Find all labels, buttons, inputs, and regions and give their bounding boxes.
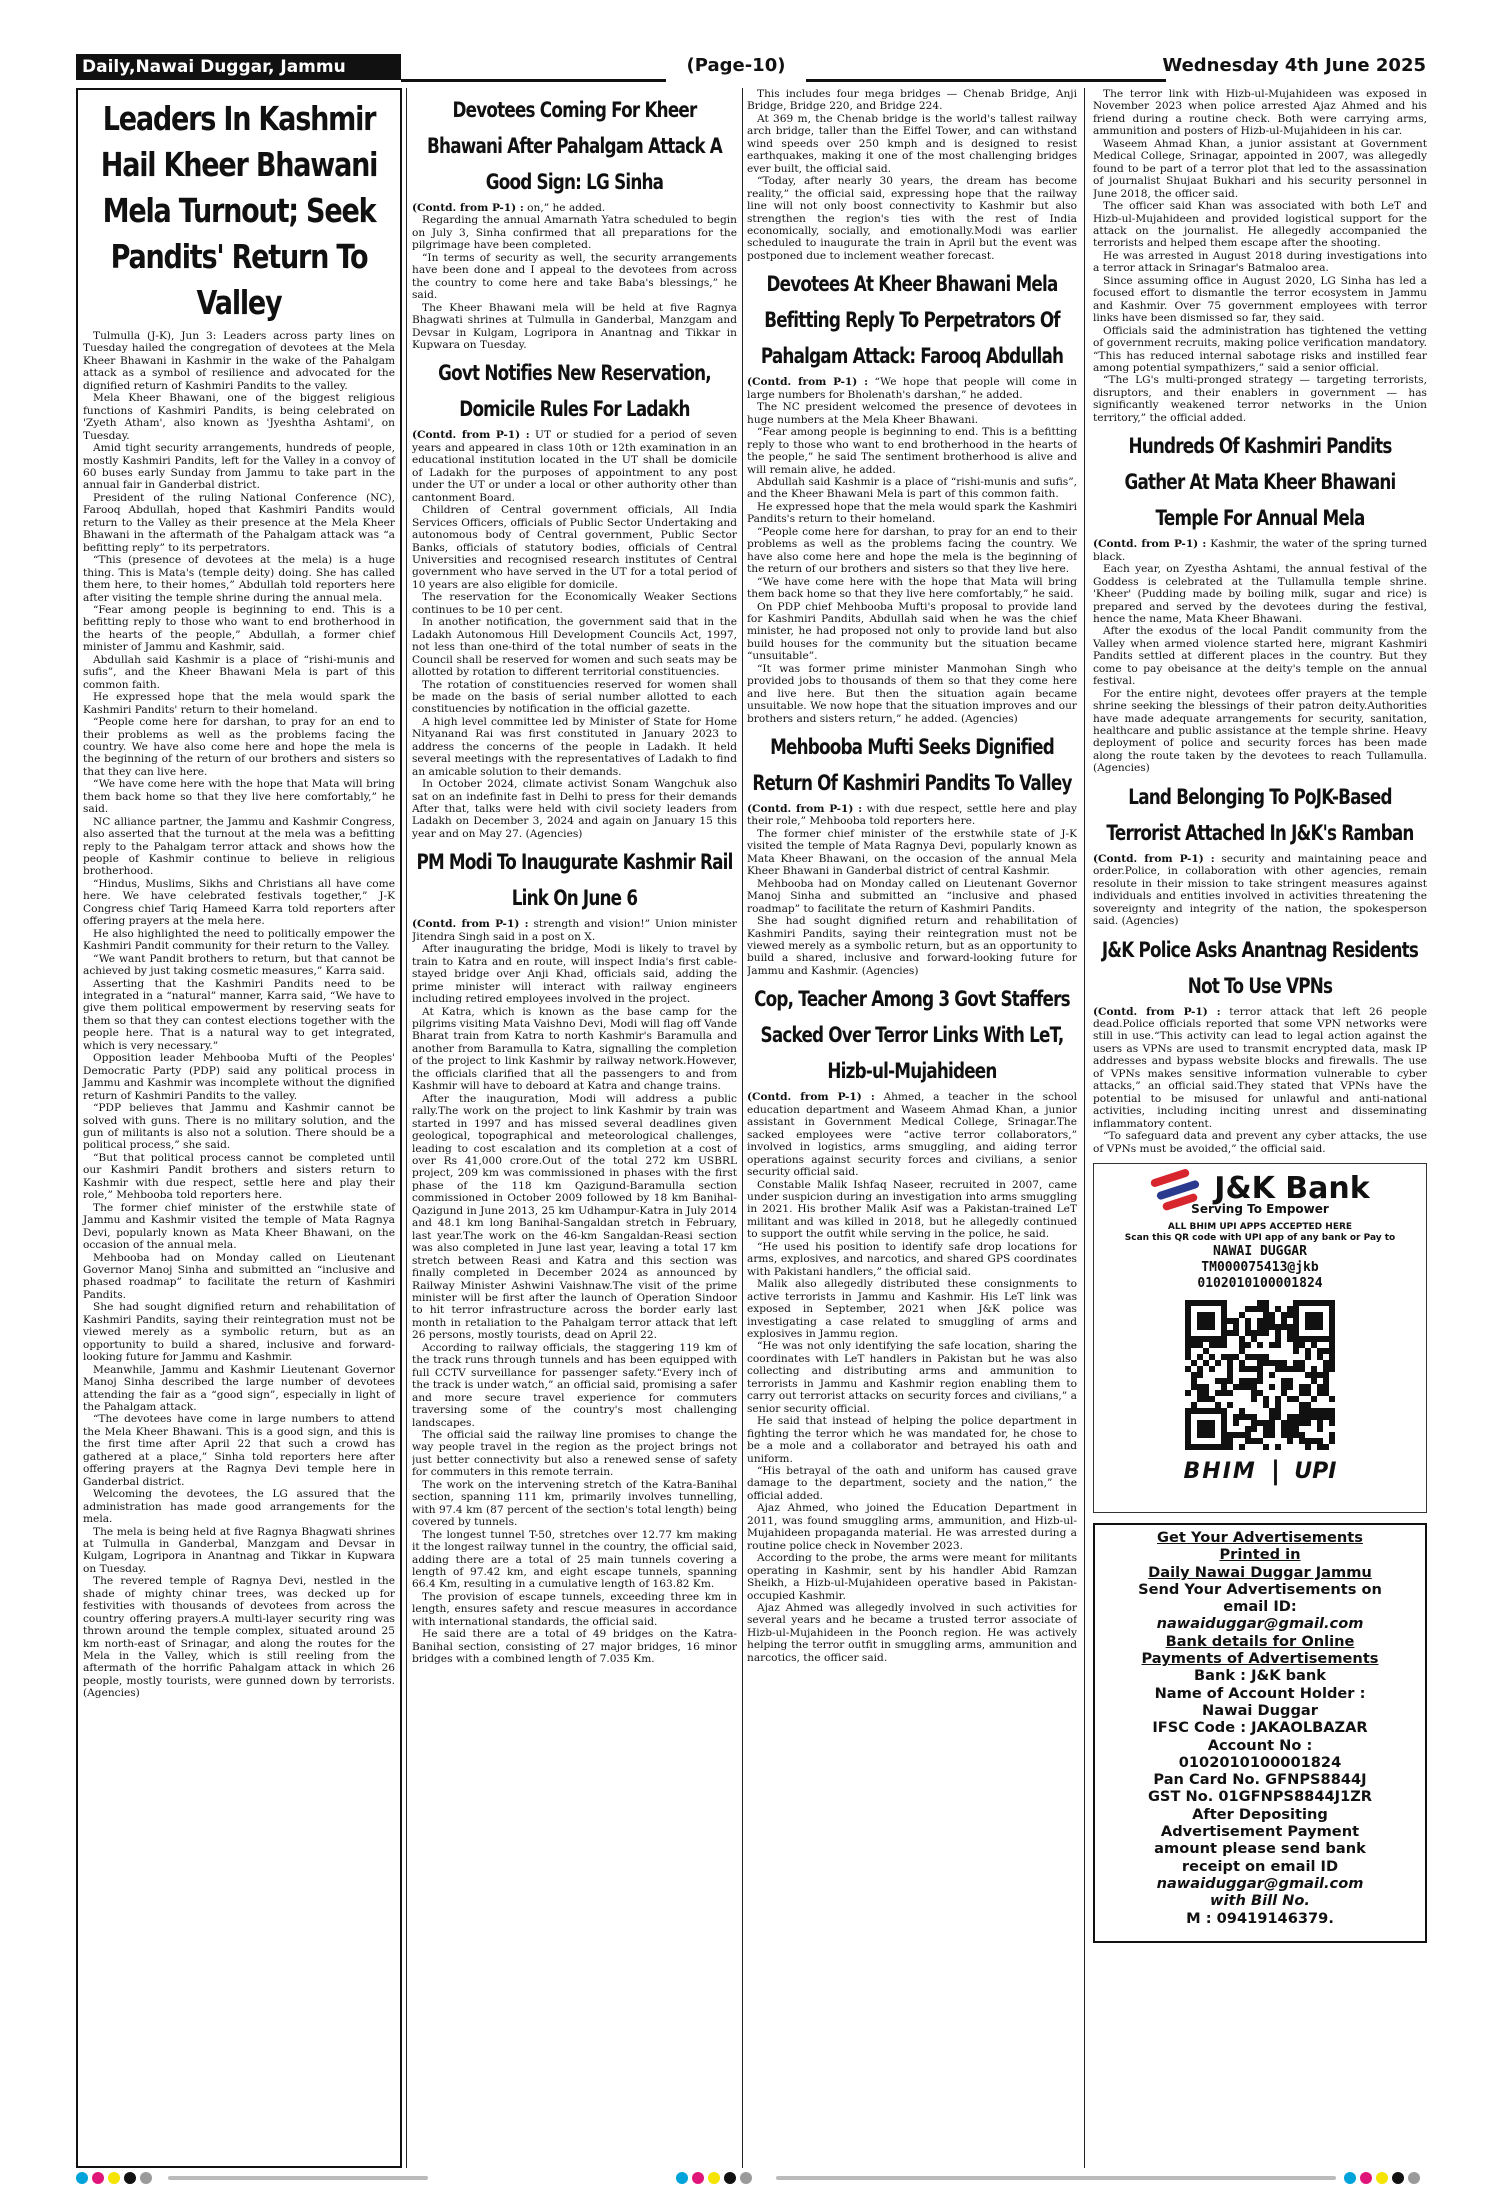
- paragraph: “But that political process cannot be completed until our Kashmiri Pandit brothers and sisters return to Kashmir with due respect, settle here and play their role,” Mehbooba told reporters here.: [83, 1151, 395, 1202]
- paragraph: Malik also allegedly distributed these consignments to active terrorists in Jammu and Kashmir. His LeT link was exposed in September, 2021 when J&K police was investigating a case related to smuggling of arms and explosives in Jammu region.: [747, 1278, 1077, 1340]
- registration-dot: [140, 2172, 152, 2184]
- registration-dot: [1360, 2172, 1372, 2184]
- story-body: [412, 202, 737, 351]
- paragraph: She had sought dignified return and rehabilitation of Kashmiri Pandits, saying their reintegration must not be viewed merely as a symbolic return, but as an opportunity to build a shared, inclusive and forward-looking future for Jammu and Kashmir.: [83, 1301, 395, 1364]
- paragraph-text: “We hope that people will come in large numbers for Bholenath's darshan,” he added.: [747, 376, 1077, 401]
- ad-line: GST No. 01GFNPS8844J1ZR: [1147, 1788, 1373, 1806]
- paragraph: The NC president welcomed the presence of devotees in huge numbers at the Mela Kheer Bhawani.: [747, 401, 1077, 426]
- payee-name: NAWAI DUGGAR: [1213, 1244, 1307, 1259]
- paragraph: [1093, 853, 1427, 928]
- bank-logo-icon: [1150, 1170, 1204, 1206]
- ad-line: with Bill No.: [1210, 1892, 1310, 1910]
- continued-from-label: (Contd. from P-1) :: [1093, 852, 1215, 865]
- headline-pandits-gather: Hundreds Of Kashmiri Pandits Gather At Mata Kheer Bhawani Temple For Annual Mela: [1124, 434, 1396, 531]
- paragraph: [412, 429, 737, 504]
- issue-date: Wednesday 4th June 2025: [1162, 55, 1426, 76]
- upi-scan-line: Scan this QR code with UPI app of any bank or Pay to: [1124, 1233, 1396, 1243]
- paragraph-text: security and maintaining peace and order.Police, in collaboration with other agencies, remain resolute in their mission to take stringent measures against individuals and entities involved in activities threatening the sovereignty and integrity of the nation, the spokesperson said. (Agencies): [1093, 852, 1427, 928]
- paragraph: “We have come here with the hope that Mata will bring them back home so that they live here comfortably,” he said.: [747, 575, 1077, 601]
- paragraph-text: strength and vision!” Union minister Jitendra Singh said in a post on X.: [412, 918, 737, 943]
- story-body: [747, 1091, 1077, 1664]
- paragraph: After the inauguration, Modi will address a public rally.The work on the project to link Kashmir by train was started in 1997 and has missed several deadlines given geological, topographical and meteorological challenges, leading to cost escalation and its completion at a cost of over Rs 41,000 crore.Out of the total 272 km USBRL project, 209 km was commissioned in phases with the first phase of the 118 km Qazigund-Baramulla section commissioned in October 2009 followed by 18 km Banihal-Qazigund in June 2013, 25 km Udhampur-Katra in July 2014 and 48.1 km long Banihal-Sangaldan stretch in February, last year.The work on the 46-km Sangaldan-Reasi section was also completed in June last year, leaving a total 17 km stretch between Reasi and Katra and this section was finally completed in December 2024 as announced by Railway Minister Ashwini Vaishnaw.The visit of the prime minister will be first after the launch of Operation Sindoor to hit terror infrastructure across the border early last month in retaliation to the Pahalgam terror attack that left 26 persons, mostly tourists, dead on April 22.: [412, 1092, 737, 1342]
- paragraph: “PDP believes that Jammu and Kashmir cannot be solved with guns. There is no military solution, and the gun of militants is also not a solution. There should be a political process,” she said.: [83, 1102, 395, 1152]
- paragraph: He expressed hope that the mela would spark the Kashmiri Pandits' return to their homeland.: [83, 691, 395, 716]
- paragraph: “He was not only identifying the safe location, sharing the coordinates with LeT handlers in Pakistan but he was also collecting and distributing arms and ammunition to terrorists in Jammu and Kashmir region enabling them to carry out terrorist attacks on security forces and civilians,” a senior security official.: [747, 1340, 1077, 1415]
- paragraph: The provision of escape tunnels, exceeding three km in length, ensures safety and rescue measures in accordance with international standards, the official said.: [412, 1590, 737, 1628]
- ad-email[interactable]: nawaiduggar@gmail.com: [1156, 1615, 1364, 1633]
- paragraph: NC alliance partner, the Jammu and Kashmir Congress, also asserted that the turnout at the mela was a befitting reply to the Pahalgam terror attack and shows how the people of Kashmir continue to believe in religious brotherhood.: [83, 815, 395, 878]
- paragraph: Mela Kheer Bhawani, one of the biggest religious functions of Kashmiri Pandits, is being celebrated on 'Zyeth Atham', also known as 'Jyeshtha Ashtami', on Tuesday.: [83, 392, 395, 442]
- paragraph: “It was former prime minister Manmohan Singh who provided jobs to thousands of them so that they come here and live here. But then the situation again became unsuitable. We now hope that the situation improves and our brothers and sisters return,” he added. (Agencies): [747, 662, 1077, 725]
- paragraph: [412, 202, 737, 214]
- bhim-upi-logos: BHIM | UPI: [1183, 1456, 1337, 1486]
- ad-line: Printed in: [1219, 1546, 1301, 1564]
- upi-logo: UPI: [1294, 1458, 1337, 1484]
- paragraph: The reservation for the Economically Weaker Sections continues to be 10 per cent.: [412, 591, 737, 616]
- paragraph: Mehbooba had on Monday called on Lieutenant Governor Manoj Sinha and submitted an “inclusive and phased roadmap” to facilitate the return of Kashmiri Pandits.: [747, 877, 1077, 915]
- paragraph: Waseem Ahmad Khan, a junior assistant at Government Medical College, Srinagar, appointed in 2007, was allegedly found to be part of a terror plot that led to the assassination of journalist Shujaat Bukhari and his security personnel in June 2018, the officer said.: [1093, 137, 1427, 200]
- headline-vpn-ban: J&K Police Asks Anantnag Residents Not To Use VPNs: [1101, 937, 1419, 998]
- paragraph: He expressed hope that the mela would spark the Kashmiri Pandits's return to their homeland.: [747, 500, 1077, 526]
- ad-line: 0102010100001824: [1178, 1753, 1342, 1771]
- story-body: [1093, 853, 1427, 928]
- paragraph: “He used his position to identify safe drop locations for arms, explosives, and narcotics, and shared GPS coordinates with Pakistani handlers,” the official said.: [747, 1240, 1077, 1278]
- paragraph: Asserting that the Kashmiri Pandits need to be integrated in a “natural” manner, Karra said, “We have to give them political empowerment by reserving seats for them so that they can contest elections together with the people here. That is a natural way to get integrated, which is very necessary.”: [83, 977, 395, 1052]
- paragraph: “This (presence of devotees at the mela) is a huge thing. This is Mata's (temple deity) doing. She has called them here, to their homes,” Abdullah told reporters here after visiting the temple shrine during the annual mela.: [83, 554, 395, 604]
- paragraph: In another notification, the government said that in the Ladakh Autonomous Hill Development Councils Act, 1997, not less than one-third of the total number of seats in the Council shall be reserved for women and such seats may be allotted by rotation to different territorial constituencies.: [412, 616, 737, 679]
- registration-dot: [724, 2172, 736, 2184]
- registration-dot: [740, 2172, 752, 2184]
- paragraph: “His betrayal of the oath and uniform has caused grave damage to the department, society and the nation,” the official added.: [747, 1464, 1077, 1502]
- continued-from-label: (Contd. from P-1) :: [747, 803, 863, 816]
- column-divider: [1084, 88, 1085, 2168]
- paragraph: Ajaz Ahmed was allegedly involved in such activities for several years and he became a trusted terror associate of Hizb-ul-Mujahideen in the Poonch region. He was actively helping the terror outfit in smuggling arms, ammunition and narcotics, the officer said.: [747, 1601, 1077, 1664]
- ad-line: After Depositing: [1192, 1805, 1328, 1823]
- ad-line: Bank : J&K bank: [1194, 1667, 1326, 1685]
- ad-line: receipt on email ID: [1181, 1857, 1339, 1875]
- page-number: (Page-10): [686, 55, 786, 76]
- paragraph: Constable Malik Ishfaq Naseer, recruited in 2007, came under suspicion during an investigation into arms smuggling in 2021. His brother Malik Asif was a Pakistan-trained LeT militant and was killed in 2018, but he allegedly continued to support the outfit while serving in the police, he said.: [747, 1178, 1077, 1241]
- bank-name: J&K Bank: [1214, 1170, 1370, 1206]
- paragraph: “The devotees have come in large numbers to attend the Mela Kheer Bhawani. This is a good sign, and this is the first time after April 22 that such a crowd has gathered at a place,” Sinha told reporters here after offering prayers at the Ragnya Devi temple here in Ganderbal district.: [83, 1413, 395, 1488]
- ad-line: Nawai Duggar: [1202, 1701, 1318, 1719]
- paragraph: “To safeguard data and prevent any cyber attacks, the use of VPNs must be avoided,” the official said.: [1093, 1130, 1427, 1155]
- paragraph-text: terror attack that left 26 people dead.Police officials reported that some VPN networks were still in use.“This activity can lead to legal action against the users as VPNs are used to transmit encrypted data, mask IP addresses and bypass website blocks and firewalls. The use of VPNs makes sensitive information vulnerable to cyber attacks,” an official said.They stated that VPNs have the potential to be misused for unlawful and anti-national activities, including inciting unrest and disseminating inflammatory content.: [1093, 1005, 1427, 1130]
- bhim-logo: BHIM: [1183, 1458, 1257, 1484]
- paragraph: Regarding the annual Amarnath Yatra scheduled to begin on July 3, Sinha confirmed that all preparations for the pilgrimage have been completed.: [412, 214, 737, 252]
- paragraph: In October 2024, climate activist Sonam Wangchuk also sat on an indefinite fast in Delhi to press for their demands After that, talks were held with civil society leaders from Ladakh on December 3, 2024 and again on January 15 this year and on May 27. (Agencies): [412, 778, 737, 840]
- registration-dots: [676, 2172, 752, 2184]
- grey-rule: [776, 2176, 1336, 2180]
- story-body: [1093, 538, 1427, 775]
- paragraph: “Fear among people is beginning to end. This is a befitting reply to those who want to end brotherhood in the hearts of the people,” he said The sentiment brotherhood is alive and will remain alive, he added.: [747, 426, 1077, 476]
- ad-line: Pan Card No. GFNPS8844J: [1153, 1771, 1367, 1789]
- paragraph: Abdullah said Kashmir is a place of “rishi-munis and sufis”, and the Kheer Bhawani Mela is part of this common faith.: [747, 475, 1077, 501]
- masthead: [76, 54, 1426, 82]
- paragraph: According to railway officials, the staggering 119 km of the track runs through tunnels and has been equipped with full CCTV surveillance for passenger safety.“Every inch of the track is under watch,” an official said, promising a safer and more secure travel experience for commuters traversing some of the country's most challenging landscapes.: [412, 1341, 737, 1429]
- paragraph: The work on the intervening stretch of the Katra-Banihal section, spanning 111 km, primarily involves tunnelling, with 97.4 km (87 percent of the section's total length) being covered by tunnels.: [412, 1478, 737, 1529]
- paragraph: “We want Pandit brothers to return, but that cannot be achieved by just taking cosmetic measures,” Karra said.: [83, 952, 395, 978]
- ad-line: Get Your Advertisements: [1157, 1529, 1363, 1546]
- continued-from-label: (Contd. from P-1) :: [412, 918, 529, 931]
- registration-dots: [76, 2172, 152, 2184]
- paragraph: The terror link with Hizb-ul-Mujahideen was exposed in November 2023 when police arrested Ajaz Ahmed and his friend during a routine check. Both were carrying arms, ammunition and posters of Hizb-ul-Mujahideen in his car.: [1093, 88, 1427, 138]
- paragraph: [1093, 538, 1427, 563]
- paragraph: Children of Central government officials, All India Services Officers, officials of Public Sector Undertaking and autonomous body of Central government, Public Sector Banks, officials of statutory bodies, officials of Central Universities and recognised research institutes of Central government who have served in the UT for a total period of 10 years are also eligible for domicile.: [412, 504, 737, 591]
- paragraph: On PDP chief Mehbooba Mufti's proposal to provide land for Kashmiri Pandits, Abdullah said when he was the chief minister, he had proposed not only to provide land but also build houses for the community but the situation became “unsuitable”.: [747, 600, 1077, 663]
- column-3: [747, 88, 1077, 2168]
- masthead-rule: [806, 79, 1166, 82]
- bank-tagline: Serving To Empower: [1191, 1202, 1329, 1216]
- paragraph: “Hindus, Muslims, Sikhs and Christians all have come here. We have celebrated festivals together,” J-K Congress chief Tariq Hameed Karra told reporters after offering prayers at the mela here.: [83, 877, 395, 928]
- continued-from-label: (Contd. from P-1) :: [412, 202, 524, 214]
- continued-from-label: (Contd. from P-1) :: [747, 376, 869, 389]
- paragraph: A high level committee led by Minister of State for Home Nityanand Rai was first constituted in January 2023 to address the concerns of the people in Ladakh. It held several meetings with the representatives of Ladakh to find an amicable solution to their demands.: [412, 715, 737, 778]
- registration-dot: [1376, 2172, 1388, 2184]
- paragraph: Amid tight security arrangements, hundreds of people, mostly Kashmiri Pandits, left for the Valley in a convoy of 60 buses early Sunday from Jammu to take part in the annual fair in Ganderbal district.: [83, 442, 395, 492]
- paragraph: Meanwhile, Jammu and Kashmir Lieutenant Governor Manoj Sinha described the large number of devotees attending the fair as a “good sign”, especially in light of the Pahalgam attack.: [83, 1363, 395, 1413]
- registration-dot: [1392, 2172, 1404, 2184]
- story-continuation: [747, 88, 1077, 262]
- paragraph: [1093, 1006, 1427, 1131]
- headline-ladakh-domicile: Govt Notifies New Reservation, Domicile Rules For Ladakh: [438, 361, 711, 422]
- ad-line: Bank details for Online: [1165, 1632, 1355, 1650]
- paragraph-text: with due respect, settle here and play their role,” Mehbooba told reporters here.: [747, 803, 1077, 828]
- story-body: [412, 918, 737, 1665]
- paragraph: President of the ruling National Conference (NC), Farooq Abdullah, hoped that Kashmiri Pandits would return to the Valley as their presence at the Mela Kheer Bhawani in the aftermath of the Pahalgam attack was “a befitting reply” to its perpetrators.: [83, 491, 395, 554]
- masthead-rule: [401, 79, 666, 82]
- story-continuation: [1093, 88, 1427, 424]
- continued-from-label: (Contd. from P-1) :: [747, 1091, 875, 1104]
- upi-vpa: TM000075413@jkb: [1201, 1260, 1319, 1275]
- column-4: [1093, 88, 1427, 2168]
- paragraph: Since assuming office in August 2020, LG Sinha has led a focused effort to dismantle the terror ecosystem in Jammu and Kashmir. Over 75 government employees with terror links have been dismissed so far, they said.: [1093, 274, 1427, 325]
- paragraph: Abdullah said Kashmir is a place of “rishi-munis and sufis”, and the Kheer Bhawani Mela is part of this common faith.: [83, 653, 395, 691]
- ad-line: email ID:: [1223, 1598, 1297, 1616]
- paragraph: The rotation of constituencies reserved for women shall be made on the basis of serial number allotted to each constituencies by notification in the official gazette.: [412, 678, 737, 716]
- paragraph: Officials said the administration has tightened the vetting of government recruits, making police verification mandatory. “This has reduced internal sabotage risks and instilled fear among potential sympathizers,” said a senior official.: [1093, 324, 1427, 374]
- ad-line: Name of Account Holder :: [1154, 1684, 1366, 1702]
- paragraph-text: Ahmed, a teacher in the school education department and Waseem Ahmad Khan, a junior assistant in Government Medical College, Srinagar.The sacked employees were “active terror collaborators,” involved in logistics, arms smuggling, and aiding terror operations against security forces and civilians, a senior security official said.: [747, 1091, 1077, 1179]
- grey-rule: [168, 2176, 428, 2180]
- headline-mehbooba-mufti: Mehbooba Mufti Seeks Dignified Return Of Kashmiri Pandits To Valley: [752, 735, 1072, 796]
- paragraph: The officer said Khan was associated with both LeT and Hizb-ul-Mujahideen and provided logistical support for the attack on the journalist. He allegedly accompanied the terrorists and helped them escape after the shooting.: [1093, 200, 1427, 250]
- registration-dot: [92, 2172, 104, 2184]
- paragraph: Tulmulla (J-K), Jun 3: Leaders across party lines on Tuesday hailed the congregation of devotees at the Mela Kheer Bhawani in Kashmir in the wake of the Pahalgam attack as a symbol of resilience and advocated for the dignified return of Kashmiri Pandits to the valley.: [83, 330, 395, 392]
- continued-from-label: (Contd. from P-1) :: [1093, 538, 1207, 551]
- upi-accepted-line: ALL BHIM UPI APPS ACCEPTED HERE: [1167, 1222, 1353, 1232]
- ad-line: Advertisement Payment: [1160, 1823, 1360, 1841]
- ad-line: amount please send bank: [1154, 1840, 1366, 1858]
- paragraph: Ajaz Ahmed, who joined the Education Department in 2011, was found smuggling arms, ammunition, and Hizb-ul-Mujahideen propaganda material. He was arrested during a routine police check in November 2023.: [747, 1502, 1077, 1552]
- ad-line: Send Your Advertisements on: [1138, 1580, 1382, 1598]
- story-body: [747, 376, 1077, 725]
- column-1: [76, 88, 402, 2168]
- paragraph: For the entire night, devotees offer prayers at the temple shrine seeking the blessings of their patron deity.Authorities have made adequate arrangements for security, sanitation, healthcare and public assistance at the temple shrine. Heavy deployment of police and security forces has been made along the route taken by the devotees to reach Tullamulla. (Agencies): [1093, 687, 1427, 775]
- paragraph: “We have come here with the hope that Mata will bring them back home so that they live here comfortably,” he said.: [83, 778, 395, 816]
- paragraph-text: on,” he added.: [523, 202, 606, 214]
- paragraph: He also highlighted the need to politically empower the Kashmiri Pandit community for their return to the Valley.: [83, 927, 395, 953]
- ad-phone: M : 09419146379.: [1186, 1909, 1334, 1927]
- headline-land-attached: Land Belonging To PoJK-Based Terrorist Attached In J&K's Ramban: [1106, 784, 1414, 845]
- paragraph: The former chief minister of the erstwhile state of J-K visited the temple of Mata Ragnya Devi, popularly known as Mata Kheer Bhawani, on the occasion of the annual Mela Kheer Bhawani in Ganderbal district of central Kashmir.: [747, 827, 1077, 878]
- paragraph: Welcoming the devotees, the LG assured that the administration has made good arrangements for the mela.: [83, 1488, 395, 1526]
- registration-dot: [708, 2172, 720, 2184]
- lead-story-box: [76, 88, 402, 2168]
- ad-line: Payments of Advertisements: [1141, 1650, 1379, 1668]
- qr-code-icon[interactable]: [1185, 1300, 1335, 1450]
- headline-lg-sinha: Devotees Coming For Kheer Bhawani After Pahalgam Attack A Good Sign: LG Sinha: [427, 98, 722, 194]
- registration-dots: [1344, 2172, 1420, 2184]
- headline-farooq-abdullah: Devotees At Kheer Bhawani Mela Befitting Reply To Perpetrators Of Pahalgam Attack: Farooq Abdullah: [760, 272, 1064, 369]
- paragraph: The Kheer Bhawani mela will be held at five Ragnya Bhagwati shrines at Tulmulla in Ganderbal, Manzgam and Devsar in Kulgam, Logripora in Anantnag and Tikkar in Kupwara on Tuesday.: [412, 301, 737, 351]
- ad-line: Daily Nawai Duggar Jammu: [1148, 1563, 1372, 1581]
- story-body: [412, 429, 737, 840]
- paragraph: He said there are a total of 49 bridges on the Katra-Banihal section, consisting of 27 major bridges, 16 minor bridges with a combined length of 7.035 Km.: [412, 1628, 737, 1666]
- column-divider: [742, 88, 743, 2168]
- print-registration-bar: [76, 2172, 1426, 2186]
- paragraph: “In terms of security as well, the security arrangements have been done and I appeal to the devotees from across the country to come here and take Baba's blessings,” he said.: [412, 251, 737, 302]
- paragraph: Opposition leader Mehbooba Mufti of the Peoples' Democratic Party (PDP) said any political process in Jammu and Kashmir was incomplete without the dignified return of Kashmiri Pandits to the valley.: [83, 1052, 395, 1102]
- paper-name: Daily,Nawai Duggar, Jammu: [76, 54, 401, 80]
- paragraph: He was arrested in August 2018 during investigations into a terror attack in Srinagar's Batmaloo area.: [1093, 249, 1427, 275]
- lead-story-body: [83, 330, 395, 1700]
- paragraph: The official said the railway line promises to change the way people travel in the region as the project brings not just better connectivity but also a renewed sense of safety for commuters in this remote terrain.: [412, 1428, 737, 1479]
- paragraph: “People come here for darshan, to pray for an end to their problems as well as the problems facing the country. We have also come here and hope the mela is the beginning of the return of our brothers and sisters so that they live here.: [747, 525, 1077, 576]
- paragraph: This includes four mega bridges — Chenab Bridge, Anji Bridge, Bridge 220, and Bridge 224.: [747, 88, 1077, 113]
- ad-email[interactable]: nawaiduggar@gmail.com: [1156, 1874, 1364, 1892]
- account-number: 0102010100001824: [1197, 1276, 1323, 1291]
- paragraph-text: UT or studied for a period of seven years and appeared in class 10th or 12th examination in an educational institution located in the UT shall be domicile of Ladakh for the purposes of appointment to any post under the UT or under a local or other authority other than cantonment Board.: [412, 429, 737, 504]
- paragraph: The mela is being held at five Ragnya Bhagwati shrines at Tulmulla in Ganderbal, Manzgam and Devsar in Kulgam, Logripora in Anantnag and Tikkar in Kupwara on Tuesday.: [83, 1525, 395, 1575]
- paragraph: [747, 803, 1077, 828]
- paragraph: “Today, after nearly 30 years, the dream has become reality,” the official said, expressing hope that the railway line will not only boost connectivity to Kashmir but also strengthen the region's ties with the rest of India economically, socially, and emotionally.Modi was earlier scheduled to inaugurate the train in April but the event was postponed due to inclement weather forecast.: [747, 175, 1077, 262]
- paragraph: “The LG's multi-pronged strategy — targeting terrorists, disruptors, and their enablers in government — has significantly weakened terror networks in the Union territory,” the official added.: [1093, 374, 1427, 424]
- paragraph: [747, 1091, 1077, 1178]
- paragraph: “People come here for darshan, to pray for an end to their problems as well as the problems facing the country. We have also come here and hope the mela is the beginning of the return of our brothers and sisters so that they can live here.: [83, 716, 395, 778]
- paragraph: The revered temple of Ragnya Devi, nestled in the shade of mighty chinar trees, was decked up for festivities with thousands of devotees from across the country offering prayers.A multi-layer security ring was thrown around the temple complex, situated around 25 km north-east of Srinagar, and along the routes for the Mela in the Valley, which is still reeling from the aftermath of the horrific Pahalgam attack in which 26 people, mostly tourists, were gunned down by terrorists. (Agencies): [83, 1575, 395, 1700]
- paragraph: After the exodus of the local Pandit community from the Valley when armed violence started here, migrant Kashmiri Pandits settled at different places in the country. But they come to pay obeisance at the deity's temple on the annual festival.: [1093, 625, 1427, 688]
- column-2: [412, 88, 737, 2168]
- paragraph: At 369 m, the Chenab bridge is the world's tallest railway arch bridge, taller than the Eiffel Tower, and can withstand wind speeds over 250 kmph and is designed to resist earthquakes, making it one of the most challenging bridges ever built, the official said.: [747, 112, 1077, 175]
- paragraph: [412, 918, 737, 943]
- column-divider: [406, 88, 407, 2168]
- registration-dot: [676, 2172, 688, 2184]
- bank-upi-advertisement: [1093, 1163, 1427, 1513]
- paragraph: [747, 376, 1077, 401]
- story-body: [1093, 1006, 1427, 1155]
- headline-rail-link: PM Modi To Inaugurate Kashmir Rail Link On June 6: [416, 850, 733, 911]
- paragraph: After inaugurating the bridge, Modi is likely to travel by train to Katra and en route, will inspect India's first cable-stayed bridge over Anji Khad, officials said, adding the prime minister will interact with railway engineers including retired employees involved in the project.: [412, 943, 737, 1006]
- paragraph: The longest tunnel T-50, stretches over 12.77 km making it the longest railway tunnel in the country, the official said, adding there are a total of 25 main tunnels covering a length of 97.42 km, and eight escape tunnels, spanning 66.4 Km, resulting in a cumulative length of 163.82 Km.: [412, 1528, 737, 1591]
- paragraph: The former chief minister of the erstwhile state of Jammu and Kashmir visited the temple of Mata Ragnya Devi, popularly known as Mata Kheer Bhawani, on the occasion of the annual mela.: [83, 1201, 395, 1252]
- registration-dot: [108, 2172, 120, 2184]
- paragraph: He said that instead of helping the police department in fighting the terror which he was mandated for, he chose to be a mole and a collaborator and betrayed his oath and uniform.: [747, 1415, 1077, 1465]
- lead-headline: Leaders In Kashmir Hail Kheer Bhawani Mela Turnout; Seek Pandits' Return To Valley: [100, 99, 378, 322]
- ad-line: Account No :: [1207, 1736, 1313, 1754]
- headline-govt-staffers-sacked: Cop, Teacher Among 3 Govt Staffers Sacked Over Terror Links With LeT, Hizb-ul-Mujahideen: [754, 987, 1070, 1084]
- registration-dot: [1344, 2172, 1356, 2184]
- ad-line: IFSC Code : JAKAOLBAZAR: [1152, 1719, 1368, 1737]
- paragraph: “Fear among people is beginning to end. This is a befitting reply to those who want to end brotherhood in the hearts of the people,” Abdullah, a former chief minister of Jammu and Kashmir, said.: [83, 603, 395, 654]
- paragraph-text: Kashmir, the water of the spring turned black.: [1093, 538, 1427, 563]
- registration-dot: [124, 2172, 136, 2184]
- continued-from-label: (Contd. from P-1) :: [412, 429, 530, 442]
- paragraph: Mehbooba had on Monday called on Lieutenant Governor Manoj Sinha and submitted an “inclusive and phased roadmap” to facilitate the return of Kashmiri Pandits.: [83, 1251, 395, 1301]
- continued-from-label: (Contd. from P-1) :: [1093, 1005, 1221, 1018]
- registration-dot: [692, 2172, 704, 2184]
- registration-dot: [1408, 2172, 1420, 2184]
- paragraph: At Katra, which is known as the base camp for the pilgrims visiting Mata Vaishno Devi, Modi will flag off Vande Bharat train from Katra to north Kashmir's Baramulla and another from Baramulla to Katra, signalling the completion of the project to link Kashmir by railway network.However, the officials clarified that all the passengers to and from Kashmir will have to deboard at Katra and change trains.: [412, 1005, 737, 1093]
- paragraph: She had sought dignified return and rehabilitation of Kashmiri Pandits, saying their reintegration must not be viewed merely as a symbolic return, but as an opportunity to build a shared, inclusive and forward-looking future for Jammu and Kashmir. (Agencies): [747, 915, 1077, 977]
- bank-logo: [1102, 1170, 1418, 1206]
- registration-dot: [76, 2172, 88, 2184]
- paragraph: According to the probe, the arms were meant for militants operating in Kashmir, sent by his handler Abid Ramzan Sheikh, a Hizb-ul-Mujahideen operative based in Pakistan-occupied Kashmir.: [747, 1552, 1077, 1602]
- advertisement-info-box: [1093, 1523, 1427, 1943]
- paragraph: Each year, on Zyestha Ashtami, the annual festival of the Goddess is celebrated at the Tullamulla temple shrine. 'Kheer' (Pudding made by boiling milk, sugar and rice) is prepared and served by the devotees during the festival, hence the name, Mata Kheer Bhawani.: [1093, 563, 1427, 625]
- story-body: [747, 803, 1077, 977]
